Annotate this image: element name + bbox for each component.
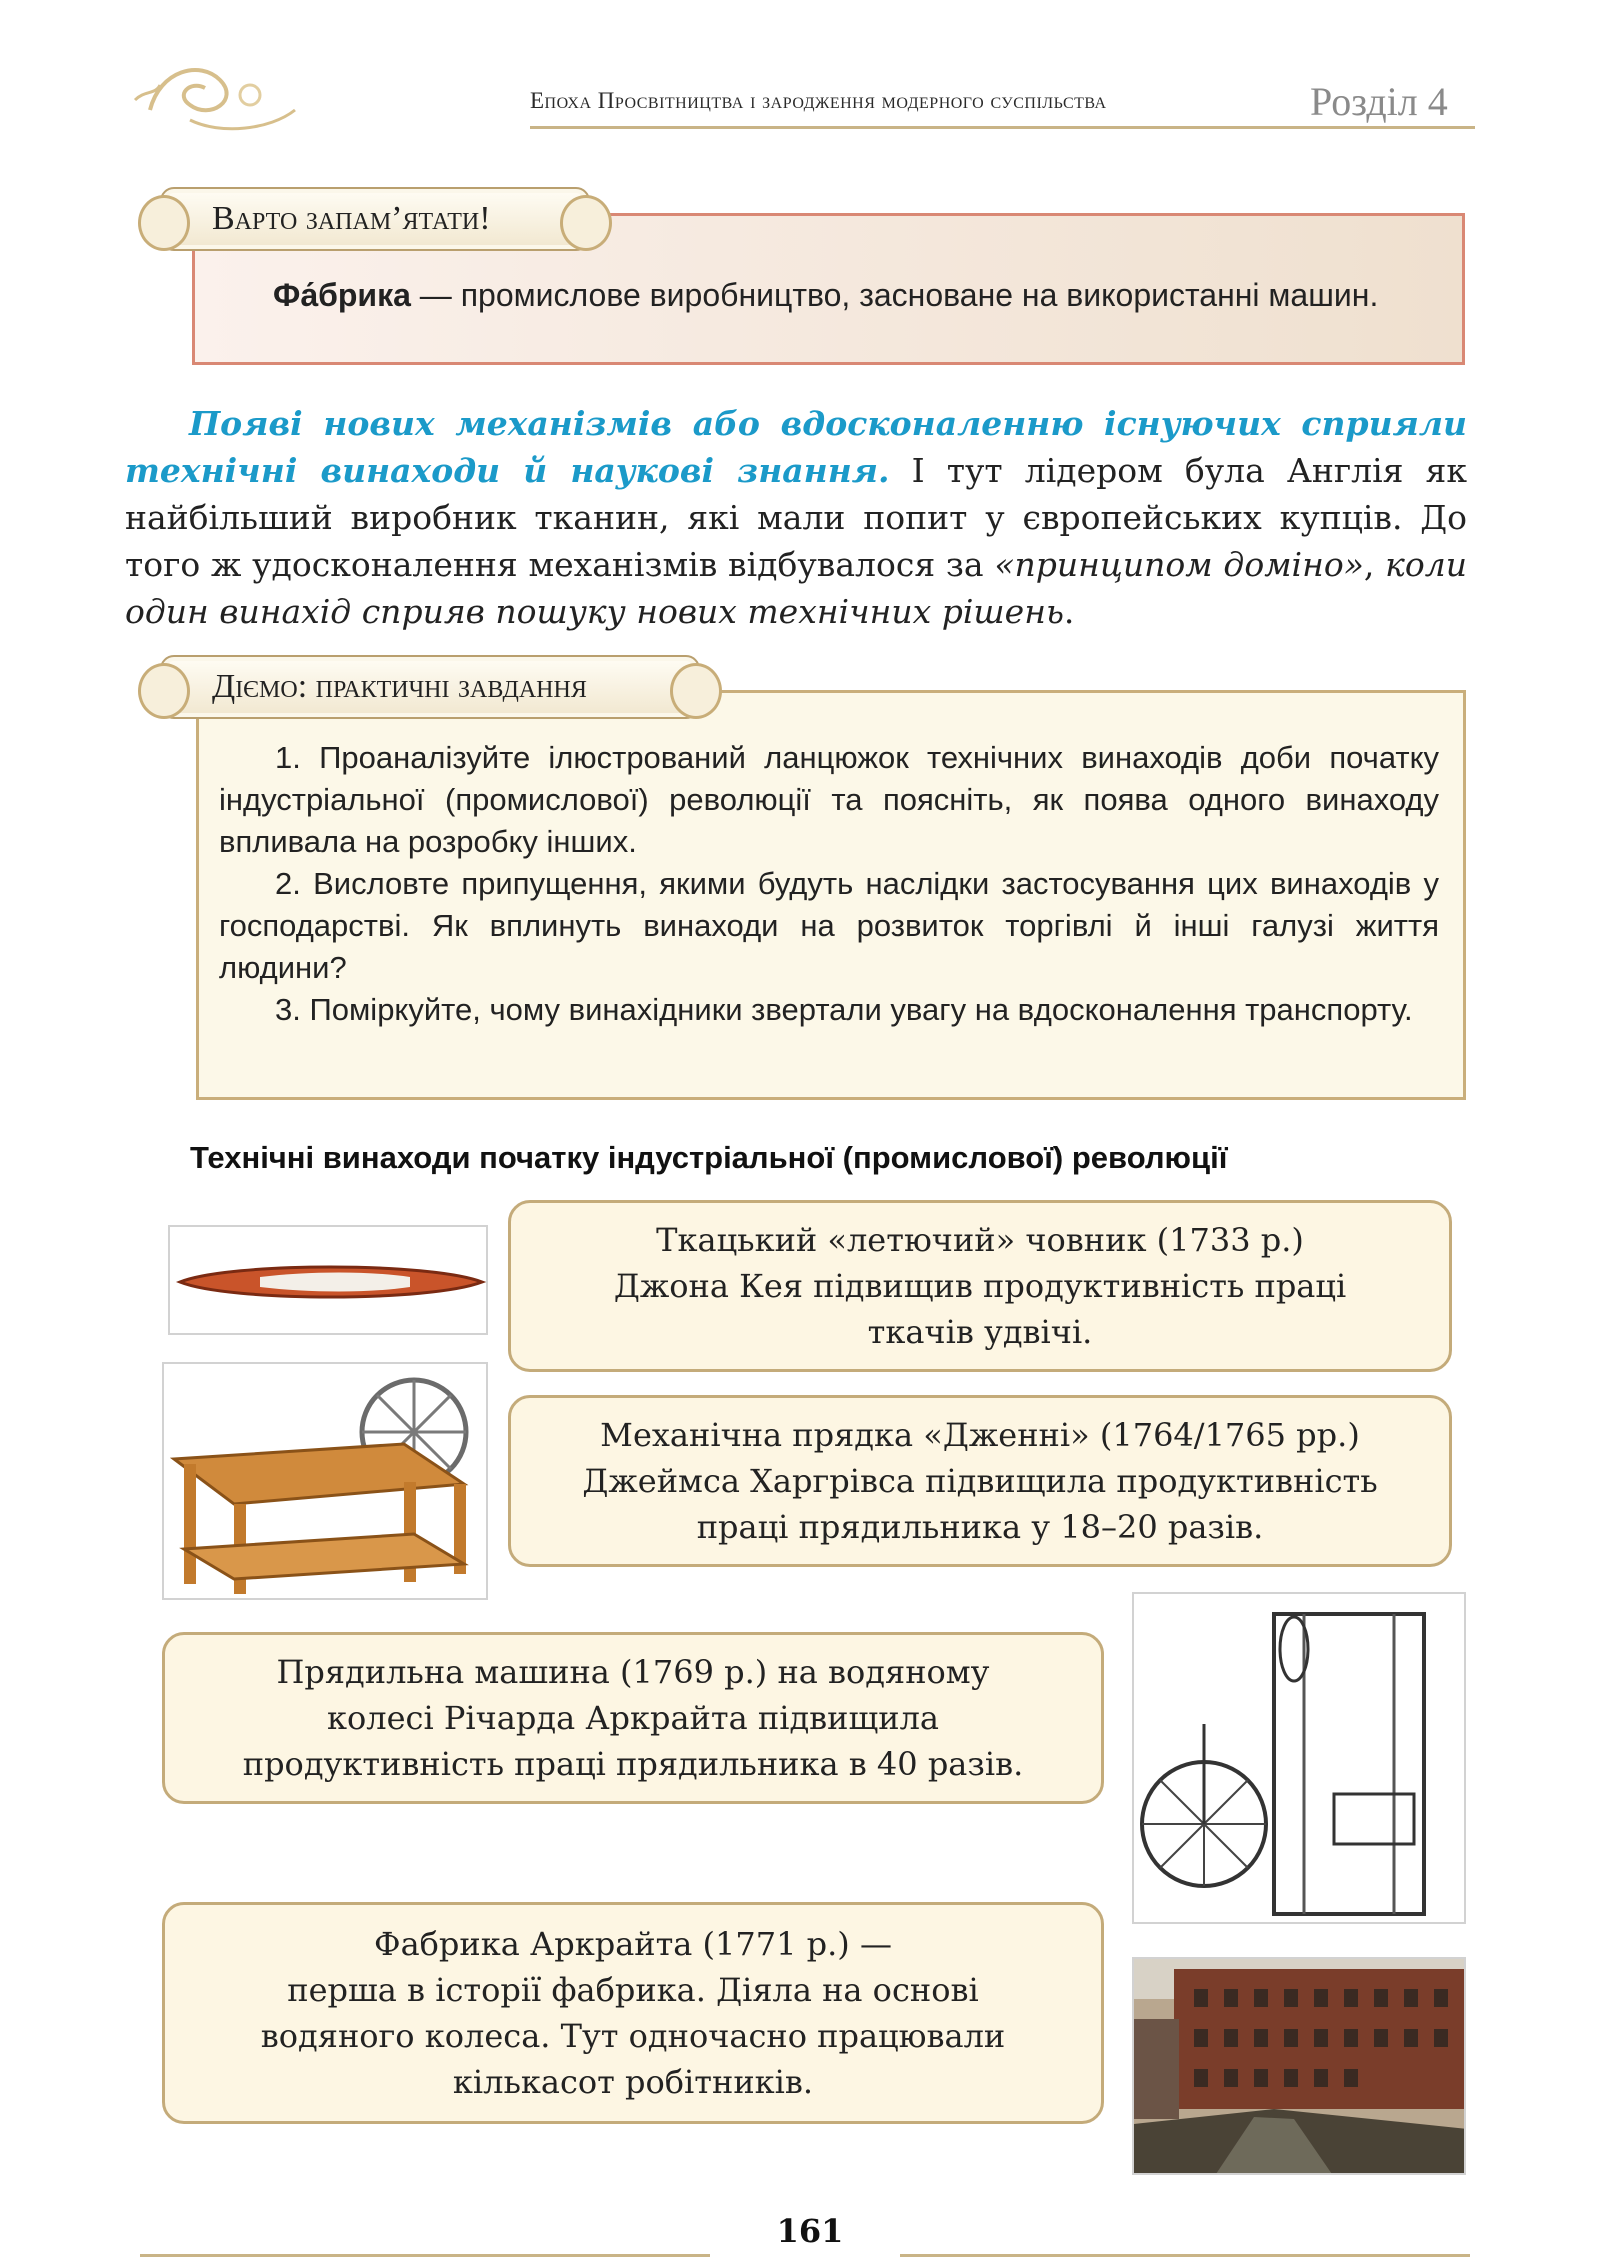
- invention-card-water-frame: Прядильна машина (1769 р.) на водяному колесі Річарда Аркрайта підвищила продуктивність праці прядильника в 40 разів.: [162, 1632, 1104, 1804]
- section-label: Розділ 4: [1310, 79, 1448, 124]
- invention-card-flying-shuttle: Ткацький «летючий» човник (1733 р.) Джона Кея підвищив продуктивність праці ткачів удвічі.: [508, 1200, 1452, 1372]
- footer-rule-left: [140, 2254, 710, 2257]
- spinning-jenny-image: [162, 1362, 488, 1600]
- chain-title: Технічні винаходи початку індустріальної (промислової) революції: [190, 1140, 1228, 1175]
- paragraph-highlight: Появі нових механізмів або вдосконаленню існуючих сприяли технічні винаходи й наукові знання.: [125, 404, 1467, 490]
- task-item: 2. Висловте припущення, якими будуть наслідки застосування цих винаходів у господарстві. Як вплинуть винаходи на розвиток торгівлі й інші галузі життя людини?: [219, 866, 1439, 985]
- header-rule: [530, 126, 1475, 129]
- page-number: 161: [776, 2212, 844, 2250]
- task-item: 1. Проаналізуйте ілюстрований ланцюжок технічних винаходів доби початку індустріальної (промислової) революції та поясніть, як поява одного винаходу впливала на розробку інших.: [219, 740, 1439, 859]
- arkwright-factory-photo: [1132, 1957, 1466, 2175]
- tasks-label: Діємо: практичні завдання: [160, 655, 700, 719]
- tasks-list: [219, 737, 1439, 1031]
- task-item: 3. Поміркуйте, чому винахідники звертали увагу на вдосконалення транспорту.: [275, 992, 1413, 1027]
- definition-term: Фа́брика: [273, 277, 411, 313]
- invention-card-spinning-jenny: Механічна прядка «Дженні» (1764/1765 рр.) Джеймса Харгрівса підвищила продуктивність праці прядильника у 18–20 разів.: [508, 1395, 1452, 1567]
- footer-rule-right: [900, 2254, 1470, 2257]
- water-frame-image: [1132, 1592, 1466, 1924]
- main-paragraph: Появі нових механізмів або вдосконаленню існуючих сприяли технічні винаходи й наукові знання. І тут лідером була Англія як найбільший виробник тканин, які мали попит у європейських купців. До того ж удосконалення механізмів відбувалося за «принципом доміно», коли один винахід сприяв пошуку нових технічних рішень.: [125, 404, 1468, 631]
- running-head: Епоха Просвітництва і зародження модерного суспільства: [530, 88, 1107, 113]
- flying-shuttle-image: [168, 1225, 488, 1335]
- remember-label: Варто запам’ятати!: [160, 187, 590, 251]
- corner-ornament-icon: [130, 40, 300, 140]
- invention-card-arkwright-factory: Фабрика Аркрайта (1771 р.) — перша в історії фабрика. Діяла на основі водяного колеса. Тут одночасно працювали кількасот робітників.: [162, 1902, 1104, 2124]
- definition-text: [217, 274, 1440, 316]
- tasks-box: [196, 690, 1466, 1100]
- definition-body: — промислове виробництво, засноване на використанні машин.: [410, 277, 1379, 313]
